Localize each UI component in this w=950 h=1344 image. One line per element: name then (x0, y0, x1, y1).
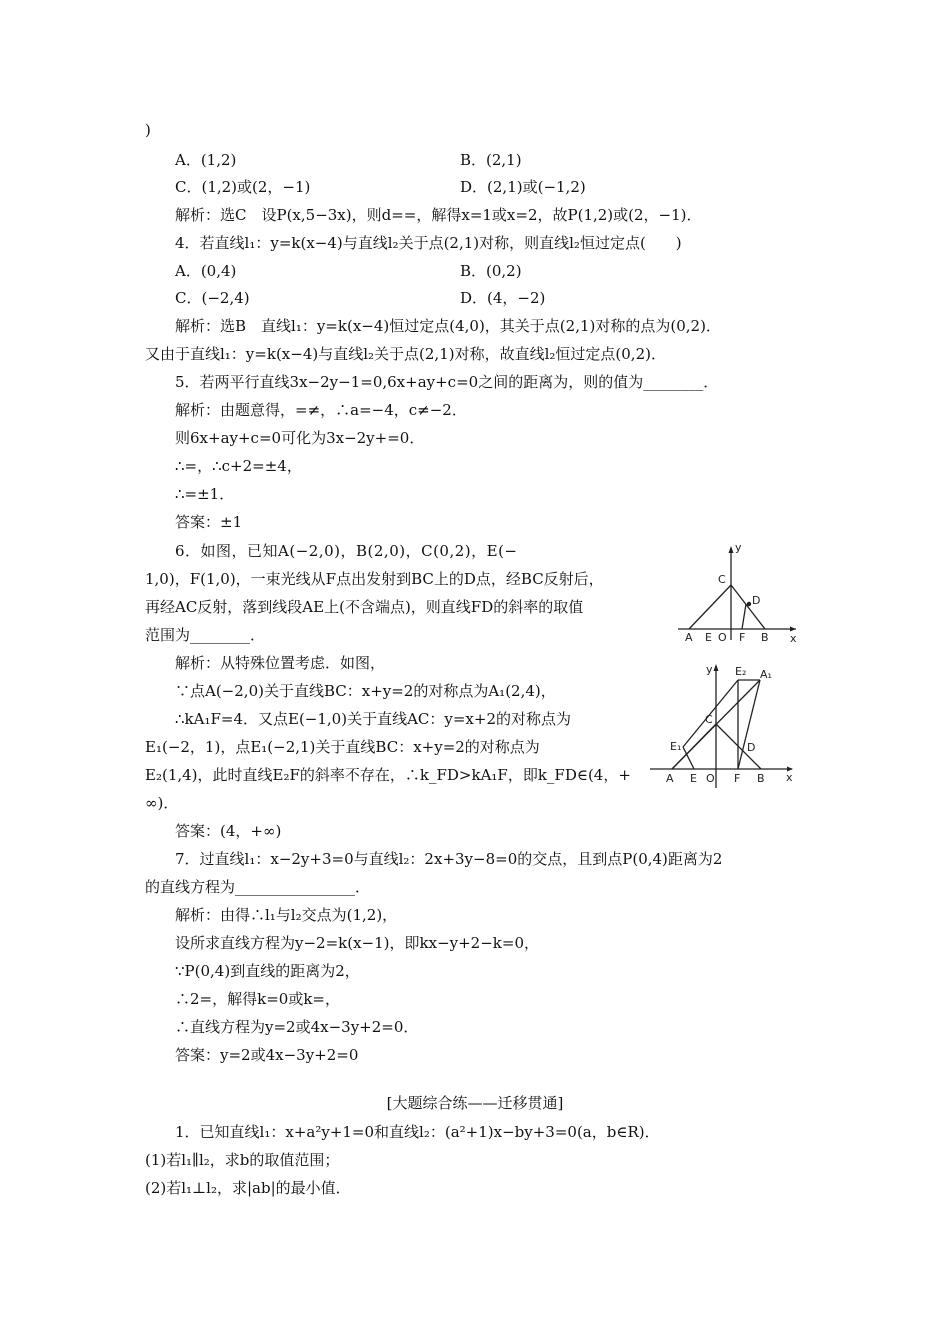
q7-stem-line2: 的直线方程为________________． (145, 878, 371, 896)
q3-option-d: D．(2,1)或(−1,2) (460, 178, 586, 196)
big1-part1: (1)若l₁∥l₂，求b的取值范围； (145, 1151, 340, 1169)
q6-solution-line3: ∴kA₁F=4．又点E(−1,0)关于直线AC：y=x+2的对称点为 (175, 710, 571, 728)
q4-option-c: C．(−2,4) (175, 289, 250, 307)
q6-solution-line4: E₁(−2，1)，点E₁(−2,1)关于直线BC：x+y=2的对称点为 (145, 738, 540, 756)
segment-fd (742, 604, 746, 629)
q5-stem: 5．若两平行直线3x−2y−1=0,6x+ay+c=0之间的距离为，则的值为________． (175, 373, 719, 391)
label-a: A (685, 631, 693, 642)
label-f: F (734, 772, 741, 785)
label-c: C (718, 573, 726, 586)
q6-solution-line1: 解析：从特殊位置考虑．如图， (175, 654, 386, 672)
q5-answer: 答案：±1 (175, 513, 243, 531)
q4-stem: 4．若直线l₁：y=k(x−4)与直线l₂关于点(2,1)对称，则直线l₂恒过定点( ) (175, 234, 682, 252)
label-e: E (705, 631, 712, 642)
q4-option-b: B．(0,2) (460, 262, 522, 280)
q4-option-a: A．(0,4) (175, 262, 237, 280)
q6-stem-line2: 1,0)，F(1,0)，一束光线从F点出发射到BC上的D点，经BC反射后， (145, 570, 604, 588)
q7-stem-line1: 7．过直线l₁：x−2y+3=0与直线l₂：2x+3y−8=0的交点，且到点P(0,4)距离为2 (175, 850, 723, 868)
label-b: B (757, 772, 765, 785)
label-d: D (747, 741, 756, 754)
label-c: C (705, 713, 713, 726)
label-b: B (761, 631, 769, 642)
reflection-figure-1 (672, 538, 807, 642)
label-e1: E₁ (670, 740, 682, 753)
label-x: x (790, 632, 797, 642)
q6-solution-line5: E₂(1,4)，此时直线E₂F的斜率不存在，∴k_FD>kA₁F，即k_FD∈(4，+ (145, 766, 631, 784)
q7-solution-line2: 设所求直线方程为y−2=k(x−1)，即kx−y+2−k=0， (175, 934, 539, 952)
q5-solution-line4: ∴=±1． (175, 485, 235, 503)
q3-option-a: A．(1,2) (175, 151, 237, 169)
q3-paren: ) (145, 121, 151, 139)
label-d: D (752, 594, 761, 607)
label-e2: E₂ (735, 665, 747, 678)
q7-solution-line4: ∴2=，解得k=0或k=， (175, 990, 340, 1008)
q7-solution-line3: ∵P(0,4)到直线的距离为2， (175, 962, 360, 980)
label-e: E (690, 772, 697, 785)
label-o: O (706, 772, 715, 785)
point-d (747, 602, 751, 606)
q7-answer: 答案：y=2或4x−3y+2=0 (175, 1046, 359, 1064)
q3-option-b: B．(2,1) (460, 151, 522, 169)
q7-solution-line1: 解析：由得∴l₁与l₂交点为(1,2)， (175, 906, 398, 924)
q6-stem-line4: 范围为________． (145, 626, 266, 644)
q6-solution-line6: ∞)． (145, 794, 179, 812)
q4-solution-line1: 解析：选B 直线l₁：y=k(x−4)恒过定点(4,0)，其关于点(2,1)对称的点为(0,2)． (175, 317, 721, 335)
big1-stem: 1．已知直线l₁：x+a²y+1=0和直线l₂：(a²+1)x−by+3=0(a，b∈R)． (175, 1123, 660, 1141)
label-a1: A₁ (760, 668, 772, 681)
q4-option-d: D．(4，−2) (460, 289, 546, 307)
segment-cb (731, 585, 765, 629)
section-heading: [大题综合练——迁移贯通] (386, 1094, 564, 1112)
label-f: F (739, 631, 746, 642)
reflection-figure-2 (650, 660, 800, 790)
q6-solution-line2: ∵点A(−2,0)关于直线BC：x+y=2的对称点为A₁(2,4)， (175, 682, 556, 700)
q5-solution-line2: 则6x+ay+c=0可化为3x−2y+=0． (175, 429, 425, 447)
q5-solution-line3: ∴=，∴c+2=±4， (175, 457, 302, 475)
q6-stem-line1: 6．如图，已知A(−2,0)，B(2,0)，C(0,2)，E(− (175, 542, 518, 560)
segment-ac (689, 585, 731, 629)
q3-option-c: C．(1,2)或(2，−1) (175, 178, 311, 196)
segment-e-e1 (683, 747, 694, 769)
segment-f-a1 (738, 680, 760, 769)
q7-solution-line5: ∴直线方程为y=2或4x−3y+2=0． (175, 1018, 419, 1036)
label-o: O (718, 631, 727, 642)
q6-answer: 答案：(4，+∞) (175, 822, 282, 840)
q3-solution: 解析：选C 设P(x,5−3x)，则d==，解得x=1或x=2，故P(1,2)或(2，−1)． (175, 206, 702, 224)
label-x: x (786, 771, 793, 784)
label-y: y (735, 541, 742, 554)
label-a: A (666, 772, 674, 785)
q4-solution-line2: 又由于直线l₁：y=k(x−4)与直线l₂关于点(2,1)对称，故直线l₂恒过定点(0,2)． (145, 345, 666, 363)
q6-stem-line3: 再经AC反射，落到线段AE上(不含端点)，则直线FD的斜率的取值 (145, 598, 584, 616)
big1-part2: (2)若l₁⊥l₂，求|ab|的最小值． (145, 1179, 351, 1197)
label-y: y (706, 663, 713, 676)
q5-solution-line1: 解析：由题意得，=≠，∴a=−4，c≠−2． (175, 401, 467, 419)
